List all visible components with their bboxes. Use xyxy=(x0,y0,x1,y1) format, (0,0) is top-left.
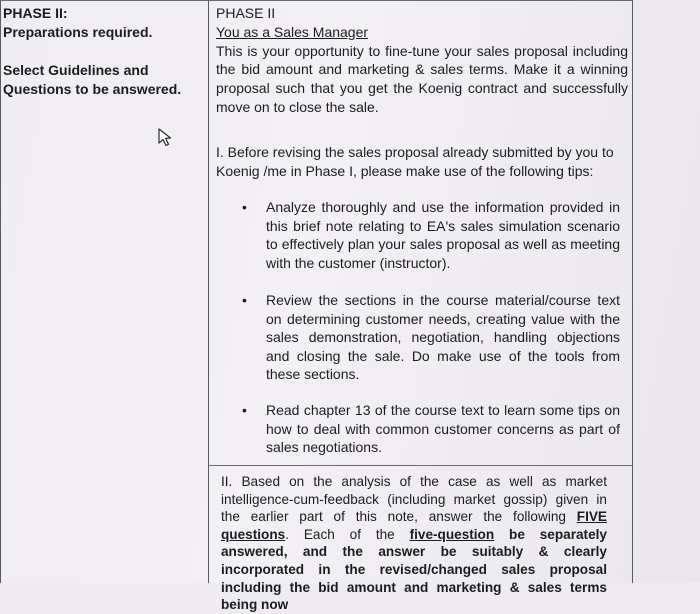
section-divider xyxy=(208,465,633,466)
role-heading: You as a Sales Manager xyxy=(216,23,369,40)
section-two-text-2: . Each of the xyxy=(285,526,410,542)
section-one-intro xyxy=(216,143,624,180)
table-right-border xyxy=(632,0,633,583)
right-column-header xyxy=(216,4,628,117)
section-one-text: I. Before revising the sales proposal already submitted by you to Koenig /me in Phase I, please make use of the following tips: xyxy=(216,144,614,179)
bullet-icon: • xyxy=(242,292,247,308)
bullet-text: Analyze thoroughly and use the information provided in this brief note relating to EA's sales simulation scenario to effectively plan your sales proposal as well as meeting with the customer (instructor). xyxy=(266,199,620,271)
section-two-text-3: be separately answered, and the answer be suitably & clearly incorporated in the revised/changed sales proposal including the bid amount and marketing & sales terms being now xyxy=(221,526,607,613)
bullet-text: Read chapter 13 of the course text to learn some tips on how to deal with common customer concerns as part of sales negotiations. xyxy=(266,402,620,455)
phase-label: PHASE II: xyxy=(3,5,68,21)
bullet-text: Review the sections in the course material/course text on determining customer needs, creating value with the sales demonstration, negotiation, handling objections and closing the sale. Do make use of the tools from these sections. xyxy=(266,292,620,382)
mouse-pointer-icon xyxy=(155,126,177,150)
five-question-emphasis: five-question xyxy=(409,526,495,542)
guidelines-label-line2: Questions to be answered. xyxy=(3,81,182,97)
section-two-text-1: II. Based on the analysis of the case as well as market intelligence-cum-feedback (including market gossip) given in the earlier part of this note, answer the following xyxy=(221,474,607,525)
table-left-border xyxy=(0,0,1,583)
guidelines-label-line1: Select Guidelines and xyxy=(3,62,149,78)
section-two xyxy=(221,473,607,614)
phase-title: PHASE II xyxy=(216,5,276,21)
five-questions-emphasis: FIVE questions xyxy=(221,509,607,542)
preparations-label: Preparations required. xyxy=(3,24,153,40)
left-column xyxy=(3,4,203,99)
intro-paragraph: This is your opportunity to fine-tune your sales proposal including the bid amount and marketing & sales terms. Make it a winning proposal such that you get the Koenig contract and successfully move on to close the sale. xyxy=(216,42,628,115)
bullet-icon: • xyxy=(242,199,247,215)
bullet-icon: • xyxy=(242,402,247,418)
table-top-border xyxy=(0,0,633,1)
column-divider xyxy=(208,0,209,583)
